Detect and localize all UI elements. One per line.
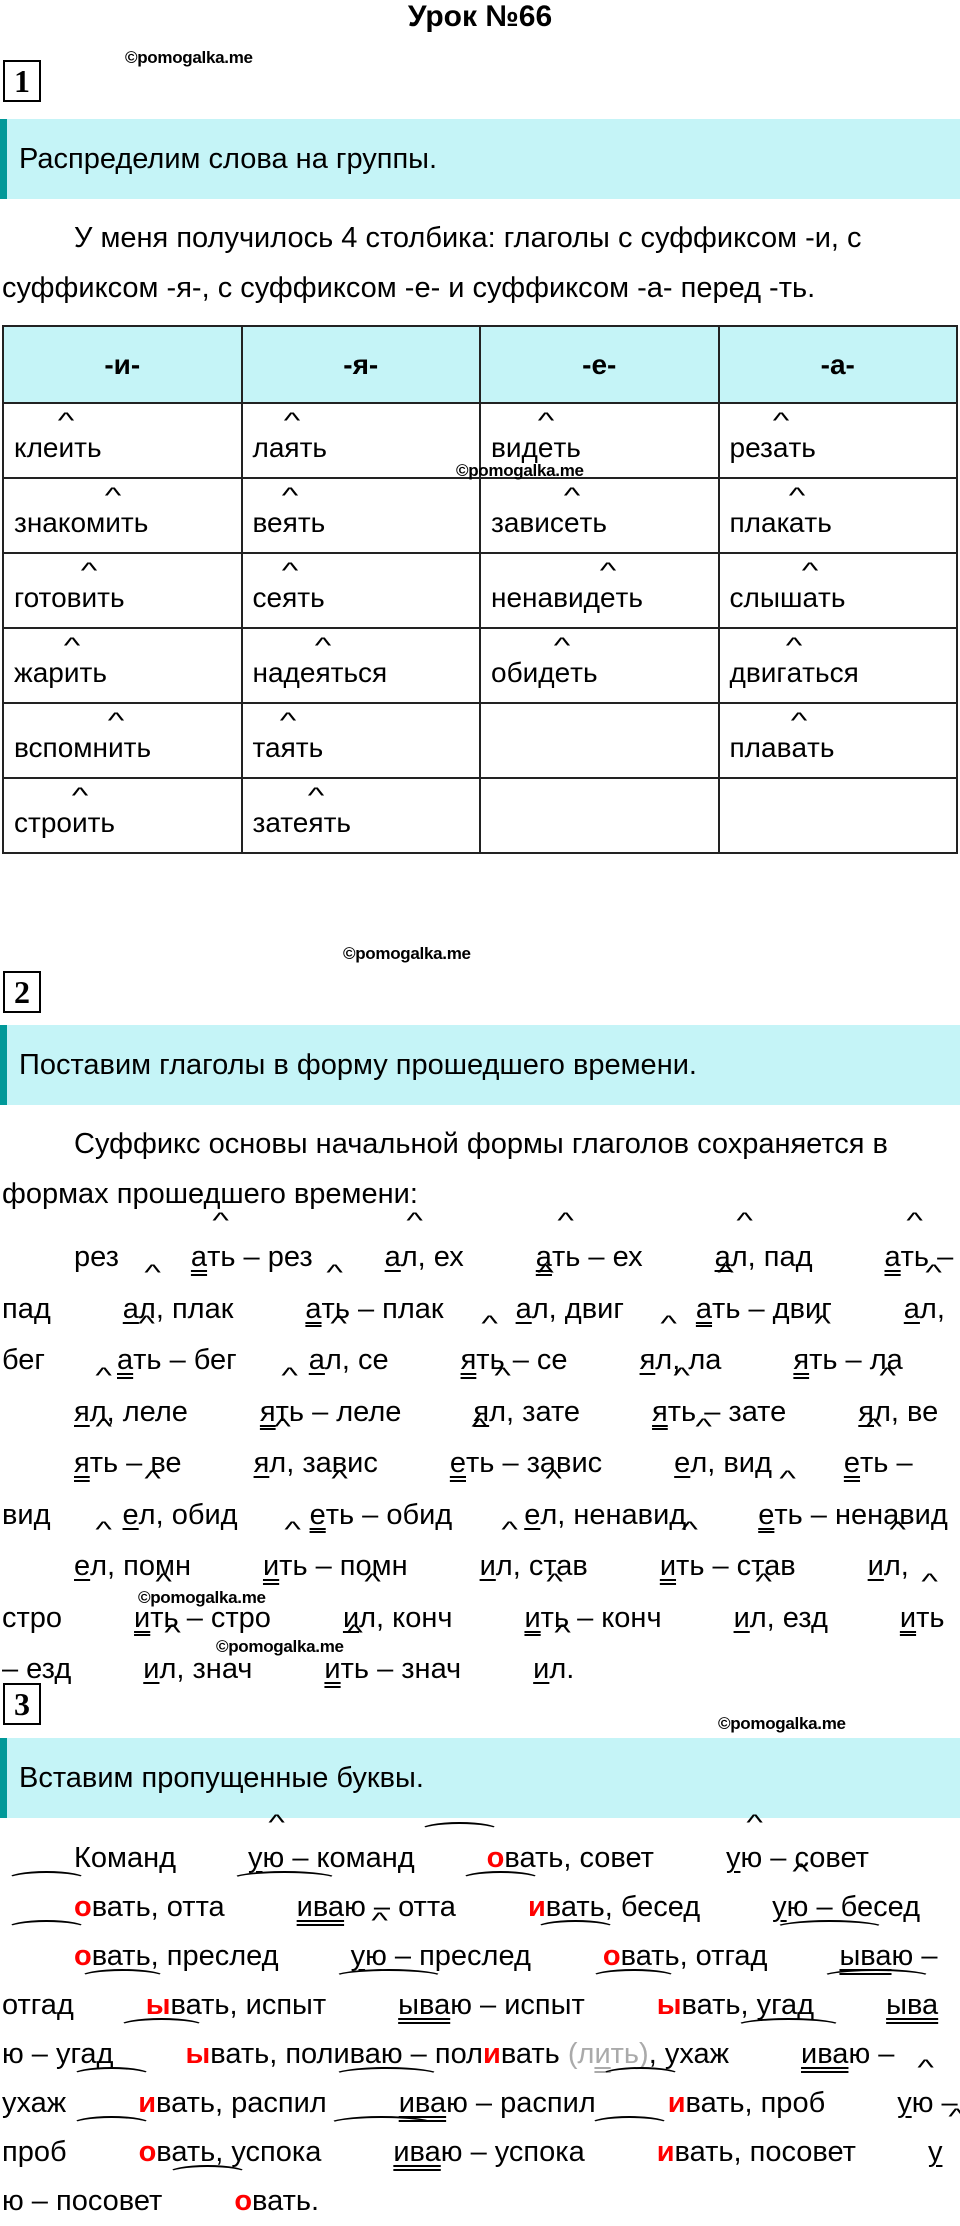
table-cell <box>242 403 481 478</box>
marked-morpheme: ^ и <box>252 1644 340 1696</box>
text-run: л, обид <box>138 1498 238 1531</box>
inserted-letter: о <box>531 1932 621 1981</box>
text-run: л, стро <box>2 1550 909 1634</box>
text-run: ть <box>295 731 324 763</box>
text-run: двиг <box>729 656 787 688</box>
table-cell <box>719 478 958 553</box>
text-run: завис <box>491 506 564 538</box>
section-1-paragraph: У меня получилось 4 столбика: глаголы с суффиксом -и, с суффиксом -я-, с суффиксом -е- и суффиксом -а- перед -ть. <box>2 222 862 304</box>
table-cell <box>719 553 958 628</box>
text-run: ть <box>120 506 149 538</box>
text-run: ть – леле <box>275 1395 402 1428</box>
marked-morpheme: ^ и <box>461 1644 549 1696</box>
text-run: ть <box>299 431 328 463</box>
inserted-letter: о <box>2 1932 92 1981</box>
marked-morpheme: ^ и <box>72 807 88 839</box>
watermark: ©pomogalka.me <box>718 1714 846 1733</box>
section-3-heading: Вставим пропущенные буквы. <box>0 1738 960 1818</box>
marked-morpheme: ^ я <box>389 1335 477 1387</box>
text-run: ть <box>804 506 832 538</box>
watermark: ©pomogalka.me <box>456 461 584 480</box>
marked-morpheme: ^ а <box>464 1232 552 1284</box>
text-run: Команд <box>74 1842 177 1874</box>
marked-morpheme: ^ и <box>82 582 98 614</box>
text-run: л. <box>549 1653 575 1685</box>
text-run: ть – бег <box>133 1344 237 1376</box>
marked-morpheme: ^ и <box>191 1541 279 1593</box>
text-run: ю – ухаж <box>2 2038 895 2119</box>
text-run: ненавид <box>491 581 600 613</box>
text-run: ть <box>553 431 581 463</box>
marked-morpheme: ^ я <box>580 1387 668 1439</box>
marked-morpheme: ^ я <box>284 432 299 464</box>
column-header-e: -е- <box>480 326 719 403</box>
text-run: ть – завис <box>466 1447 603 1479</box>
text-run: вать, совет <box>504 1842 654 1874</box>
marked-morpheme: ^ я <box>182 1438 270 1490</box>
text-run: л, езд <box>749 1601 828 1634</box>
text-run: ть – вид <box>2 1447 913 1531</box>
text-run: ю – проб <box>2 2087 958 2168</box>
marked-morpheme: ^ е <box>772 1438 860 1490</box>
text-run: ю – преслед <box>365 1940 531 1972</box>
marked-morpheme: ^ и <box>64 657 80 689</box>
marked-morpheme: ^ я <box>188 1387 276 1439</box>
marked-morpheme: ^ у <box>825 2079 912 2128</box>
text-run: ться <box>802 656 859 688</box>
text-run: ть – ненавид <box>774 1498 948 1531</box>
text-run: л, став <box>495 1550 588 1582</box>
inserted-letter: ы <box>585 1981 682 2030</box>
text-run: л, ех <box>400 1241 464 1273</box>
text-run: ть – стро <box>150 1601 271 1634</box>
text-run: вать, проб <box>685 2087 826 2119</box>
suffix-table <box>2 325 958 854</box>
text-run: вать, посовет <box>674 2136 856 2168</box>
marked-morpheme: ^ и <box>828 1593 916 1645</box>
table-cell <box>242 478 481 553</box>
table-cell <box>3 703 242 778</box>
text-run: ть – двиг <box>712 1292 832 1325</box>
marked-morpheme: ^ и <box>108 732 124 764</box>
text-run: кле <box>14 431 59 463</box>
marked-morpheme: ^ е <box>564 507 580 539</box>
text-run: стро <box>14 806 72 838</box>
text-run: вать, отта <box>91 1891 225 1923</box>
text-run: л, зате <box>489 1395 581 1428</box>
text-run: л, завис <box>269 1447 378 1479</box>
text-run: л, бег <box>2 1292 945 1376</box>
marked-morpheme: ^ е <box>555 657 571 689</box>
text-run: ть – ла <box>809 1344 903 1376</box>
text-run: ю – распил <box>446 2087 596 2119</box>
table-row <box>3 703 957 778</box>
table-cell <box>719 403 958 478</box>
text-run: ю – угад <box>2 2038 114 2070</box>
text-run: ть – конч <box>540 1601 662 1634</box>
text-run: ть <box>579 506 607 538</box>
marked-morpheme: ^ а <box>624 1284 712 1336</box>
section-1-heading: Распределим слова на группы. <box>0 119 960 199</box>
marked-morpheme: ^ а <box>643 1232 731 1284</box>
marked-morpheme: ыва <box>326 1981 450 2030</box>
marked-morpheme: ^ а <box>802 582 818 614</box>
marked-morpheme: ^ и <box>408 1541 496 1593</box>
text-run: вать, испыт <box>170 1989 327 2021</box>
marked-morpheme: ^ е <box>51 1490 139 1542</box>
text-run: л, пад <box>730 1241 813 1273</box>
text-run: готов <box>14 581 82 613</box>
text-run: , ухаж <box>648 2038 730 2070</box>
section-3-text <box>2 1834 958 2226</box>
inserted-letter: о <box>2 1883 92 1932</box>
text-run: ла <box>252 431 285 463</box>
text-run: ть – плак <box>321 1292 444 1325</box>
text-run: вать, распил <box>156 2087 327 2119</box>
text-run: ть – ех <box>551 1241 643 1273</box>
marked-morpheme: ^ и <box>58 432 74 464</box>
text-run: л, ненавид <box>540 1498 687 1531</box>
table-cell <box>242 553 481 628</box>
text-run: плав <box>729 731 792 763</box>
section-number-3: 3 <box>3 1683 41 1725</box>
table-cell <box>480 703 719 778</box>
text-run: ть <box>123 731 152 763</box>
text-run: вать, преслед <box>91 1940 279 1972</box>
text-run: ть <box>297 506 326 538</box>
marked-morpheme: ива <box>321 2128 440 2177</box>
marked-morpheme: ^ а <box>791 732 807 764</box>
text-run: ю – команд <box>262 1842 415 1874</box>
text-run: рез <box>729 431 773 463</box>
marked-morpheme: ть) <box>610 2038 649 2070</box>
text-run: л, леле <box>89 1395 188 1428</box>
text-run: слыш <box>729 581 803 613</box>
marked-morpheme: ива <box>327 2079 446 2128</box>
section-2-examples <box>2 1232 958 1696</box>
text-run: л, двиг <box>531 1292 624 1325</box>
text-run: ю – отта <box>344 1891 456 1923</box>
text-run: ю – бесед <box>786 1891 920 1923</box>
text-run: ть – пад <box>2 1241 954 1325</box>
marked-morpheme: ^ е <box>686 1490 774 1542</box>
watermark: ©pomogalka.me <box>343 944 471 963</box>
section-2-paragraph: Суффикс основы начальной формы глаголов сохраняется в формах прошедшего времени: <box>2 1128 888 1210</box>
watermark: ©pomogalka.me <box>216 1637 344 1656</box>
text-run: зате <box>252 806 309 838</box>
marked-morpheme: ^ а <box>789 507 805 539</box>
marked-morpheme: ^ у <box>654 1834 741 1883</box>
text-run: вать <box>500 2038 568 2070</box>
marked-morpheme: ^ я <box>2 1438 90 1490</box>
text-run: вать. <box>252 2185 320 2217</box>
text-run: вид <box>491 431 538 463</box>
table-cell <box>719 703 958 778</box>
inserted-letter: ы <box>113 2030 210 2079</box>
text-run: жар <box>14 656 64 688</box>
text-run: ть <box>818 581 846 613</box>
marked-morpheme: ива <box>225 1883 344 1932</box>
table-row <box>3 628 957 703</box>
marked-morpheme: ^ е <box>452 1490 540 1542</box>
section-number-2: 2 <box>3 971 41 1013</box>
text-run: вать, успока <box>156 2136 322 2168</box>
text-run: ть <box>788 431 816 463</box>
marked-morpheme: ^ а <box>233 1284 321 1336</box>
marked-morpheme: ^ и <box>105 507 121 539</box>
marked-morpheme: ^ а <box>832 1284 920 1336</box>
table-cell <box>719 628 958 703</box>
table-cell <box>242 778 481 853</box>
marked-morpheme: ива <box>729 2030 848 2079</box>
text-run: ть – ве <box>89 1447 182 1479</box>
marked-morpheme: ^ и <box>271 1593 359 1645</box>
text-run: ть <box>570 656 598 688</box>
text-run: л, се <box>324 1344 389 1376</box>
marked-morpheme: ^ я <box>568 1335 656 1387</box>
marked-morpheme: и <box>594 2038 611 2070</box>
text-run: вать, бесед <box>545 1891 701 1923</box>
inserted-letter: о <box>415 1834 505 1883</box>
marked-morpheme: ^ у <box>279 1932 366 1981</box>
marked-morpheme: ^ а <box>813 1232 901 1284</box>
marked-morpheme: ^ е <box>600 582 616 614</box>
marked-morpheme: ^ у <box>856 2128 943 2177</box>
marked-morpheme: ^ а <box>313 1232 401 1284</box>
marked-morpheme: ^ и <box>588 1541 676 1593</box>
text-run: ть – се <box>476 1344 568 1376</box>
column-header-a: -а- <box>719 326 958 403</box>
column-header-i: -и- <box>3 326 242 403</box>
marked-morpheme: ыва <box>814 1981 938 2030</box>
text-run: ть – езд <box>2 1601 945 1685</box>
text-run: ю – испыт <box>450 1989 585 2021</box>
section-number-1: 1 <box>3 60 41 102</box>
inserted-letter: и <box>66 2079 156 2128</box>
text-run: ю – совет <box>740 1842 869 1874</box>
table-row <box>3 553 957 628</box>
marked-morpheme: ^ я <box>281 732 296 764</box>
marked-morpheme: ^ и <box>796 1541 884 1593</box>
marked-morpheme: ^ и <box>662 1593 750 1645</box>
text-run: ть <box>323 806 351 838</box>
marked-morpheme: ^ я <box>315 657 330 689</box>
text-run: ть – став <box>676 1550 796 1582</box>
marked-morpheme: ^ а <box>444 1284 532 1336</box>
text-run: обид <box>491 656 555 688</box>
text-run: ть – зате <box>667 1395 787 1428</box>
marked-morpheme: ^ е <box>378 1438 466 1490</box>
inserted-letter: о <box>162 2177 252 2226</box>
table-cell <box>3 478 242 553</box>
text-run: ться <box>330 656 388 688</box>
text-run: ве <box>252 506 283 538</box>
text-run: ть <box>807 731 835 763</box>
text-run: ть – помн <box>279 1550 408 1582</box>
text-run: л, плак <box>138 1292 234 1325</box>
text-run: рез <box>74 1241 119 1273</box>
text-run: ю – успока <box>440 2136 585 2168</box>
table-cell <box>3 778 242 853</box>
table-cell <box>3 403 242 478</box>
text-run: ю – посовет <box>2 2185 163 2217</box>
text-run: знаком <box>14 506 106 538</box>
table-cell <box>3 628 242 703</box>
inserted-letter: ы <box>74 1981 171 2030</box>
marked-morpheme: ^ у <box>176 1834 263 1883</box>
watermark: ©pomogalka.me <box>125 48 253 67</box>
text-run: ть <box>97 581 125 613</box>
marked-morpheme: ^ а <box>787 657 803 689</box>
text-run: вать, угад <box>681 1989 815 2021</box>
marked-morpheme: (л <box>567 2038 595 2070</box>
marked-morpheme: ^ я <box>401 1387 489 1439</box>
marked-morpheme: ^ и <box>71 1644 159 1696</box>
marked-morpheme: ^ я <box>786 1387 874 1439</box>
inserted-letter: о <box>67 2128 157 2177</box>
text-run: ть <box>615 581 643 613</box>
table-cell <box>242 703 481 778</box>
inserted-letter: и <box>596 2079 686 2128</box>
text-run: л, ве <box>874 1395 939 1428</box>
table-cell <box>480 478 719 553</box>
section-2-heading: Поставим глаголы в форму прошедшего времени. <box>0 1025 960 1105</box>
marked-morpheme: ^ е <box>538 432 554 464</box>
text-run: л, знач <box>159 1653 253 1685</box>
marked-morpheme: ^ и <box>62 1593 150 1645</box>
marked-morpheme: ^ а <box>45 1335 133 1387</box>
marked-morpheme: ^ а <box>51 1284 139 1336</box>
text-run: л, ла <box>655 1344 722 1376</box>
text-run: ть <box>79 656 107 688</box>
text-run: вать, поливаю – пол <box>210 2038 483 2070</box>
text-run: вать, отгад <box>620 1940 768 1972</box>
text-run: вспомн <box>14 731 109 763</box>
table-row <box>3 778 957 853</box>
marked-morpheme: ^ е <box>602 1438 690 1490</box>
table-row <box>3 478 957 553</box>
marked-morpheme: ^ а <box>119 1232 207 1284</box>
text-run: ть <box>74 431 102 463</box>
text-run: та <box>252 731 281 763</box>
text-run: плак <box>729 506 789 538</box>
text-run: ю – отгад <box>2 1940 938 2021</box>
marked-morpheme: ыва <box>767 1932 891 1981</box>
page-title: Урок №66 <box>407 0 553 33</box>
marked-morpheme: ^ е <box>238 1490 326 1542</box>
text-run: наде <box>252 656 316 688</box>
marked-morpheme: ^ я <box>282 582 297 614</box>
marked-morpheme: ^ у <box>700 1883 787 1932</box>
text-run: л, помн <box>90 1550 191 1582</box>
table-cell <box>480 778 719 853</box>
marked-morpheme: ^ я <box>283 507 298 539</box>
inserted-letter: и <box>482 2038 501 2070</box>
marked-morpheme: ^ а <box>237 1335 325 1387</box>
watermark: ©pomogalka.me <box>138 1588 266 1607</box>
marked-morpheme: ^ а <box>773 432 789 464</box>
inserted-letter: и <box>585 2128 675 2177</box>
text-run: ть <box>297 581 325 613</box>
marked-morpheme: ^ и <box>452 1593 540 1645</box>
column-header-ya: -я- <box>242 326 481 403</box>
table-cell <box>242 628 481 703</box>
table-cell <box>480 628 719 703</box>
marked-morpheme: ^ я <box>308 807 323 839</box>
table-cell <box>480 553 719 628</box>
table-header-row <box>3 326 957 403</box>
table-cell <box>3 553 242 628</box>
marked-morpheme: ^ е <box>2 1541 90 1593</box>
text-run: л, конч <box>359 1601 453 1634</box>
text-run: се <box>252 581 283 613</box>
text-run: ть <box>87 806 116 838</box>
marked-morpheme: ^ я <box>2 1387 90 1439</box>
marked-morpheme: ^ я <box>721 1335 809 1387</box>
text-run: ть – рез <box>207 1241 313 1273</box>
text-run: л, вид <box>690 1447 772 1479</box>
text-run: ть – знач <box>340 1653 462 1685</box>
text-run: ть – обид <box>325 1498 453 1531</box>
inserted-letter: и <box>456 1883 546 1932</box>
table-cell <box>719 778 958 853</box>
